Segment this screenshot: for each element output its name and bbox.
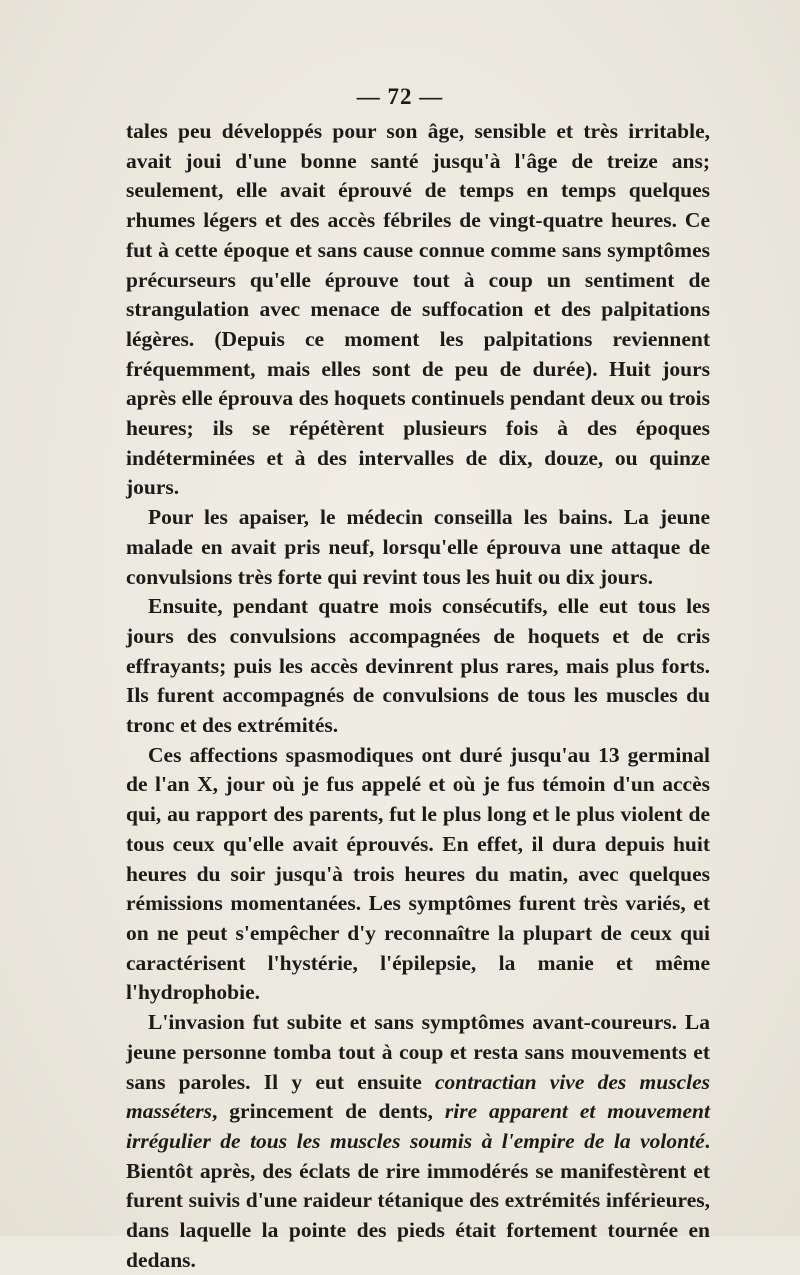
paragraph [126,1008,710,1275]
text-run: , grincement de dents, [212,1099,445,1124]
page-number: — 72 — [356,84,444,109]
paragraph [126,503,710,592]
text-run: Ensuite, pendant quatre mois consécutifs, elle eut tous les jours des convulsions accompagnées de hoquets et de cris effrayants; puis les accès devinrent plus rares, mais plus forts. Ils furent accompagnés de convulsions de tous les muscles du tronc et des extrémités. [126,594,710,738]
paragraph [126,741,710,1008]
text-run: Ces affections spasmodiques ont duré jusqu'au 13 germinal de l'an X, jour où je fus appelé et où je fus témoin d'un accès qui, au rapport des parents, fut le plus long et le plus violent de tous ceux qu'elle avait éprouvés. En effet, il dura depuis huit heures du soir jusqu'à trois heures du matin, avec quelques rémissions momentanées. Les symptômes furent très variés, et on ne peut s'empêcher d'y reconnaître la plupart de ceux qui caractérisent l'hystérie, l'épilepsie, la manie et même l'hydrophobie. [126,742,710,1005]
text-run: L'invasion fut subite et sans symptômes avant-coureurs. La jeune personne tomba tout à coup et resta sans mouvements et sans paroles. Il y eut ensuite [126,1010,710,1094]
text-run: tales peu développés pour son âge, sensible et très irritable, avait joui d'une bonne santé jusqu'à l'âge de treize ans; seulement, elle avait éprouvé de temps en temps quelques rhumes légers et des accès fébriles de vingt-quatre heures. Ce fut à cette époque et sans cause connue comme sans symptômes précurseurs qu'elle éprouve tout à coup un sentiment de strangulation avec menace de suffocation et des palpitations légères. (Depuis ce moment les palpitations reviennent fréquemment, mais elles sont de peu de durée). Huit jours après elle éprouva des hoquets continuels pendant deux ou trois heures; ils se répétèrent plusieurs fois à des époques indéterminées et à des intervalles de dix, douze, ou quinze jours. [126,119,710,500]
paragraph [126,117,710,503]
body-text [126,117,710,1275]
italic-text-run: contractian vive des muscles masséters [126,1069,710,1124]
paragraph [126,592,710,741]
italic-text-run: rire apparent et mouvement irrégulier de tous les muscles soumis à l'empire de la volonté [126,1099,710,1153]
text-run: Pour les apaiser, le médecin conseilla les bains. La jeune malade en avait pris neuf, lorsqu'elle éprouva une attaque de convulsions très forte qui revint tous les huit ou dix jours. [126,505,710,589]
text-run: . Bientôt après, des éclats de rire immodérés se manifestèrent et furent suivis d'une raideur tétanique des extrémités inférieures, dans laquelle la pointe des pieds était fortement tournée en dedans. [126,1128,710,1272]
